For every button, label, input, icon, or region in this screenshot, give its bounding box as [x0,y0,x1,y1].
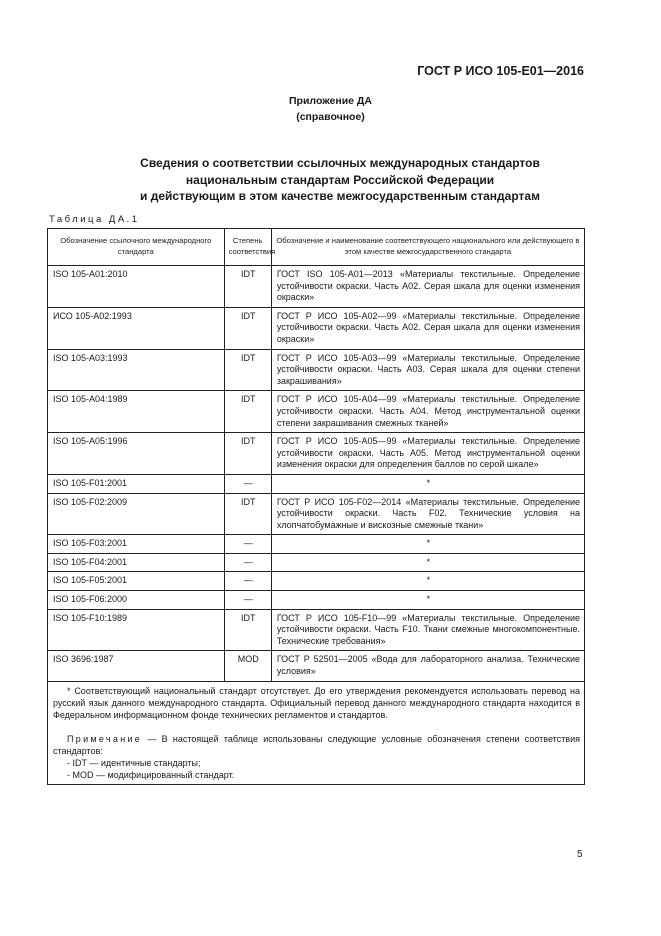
degree-cell: IDT [224,307,271,349]
national-standard-cell: * [271,591,584,610]
table-row [48,572,585,591]
national-standard-cell: * [271,535,584,554]
heading-line: Сведения о соответствии ссылочных международных стандартов [140,156,540,170]
note-item: - IDT — идентичные стандарты; [67,757,201,768]
column-header-reference: Обозначение ссылочного международного стандарта [48,229,225,266]
degree-cell: — [224,572,271,591]
national-standard-cell: * [271,474,584,493]
table-label-text: Таблица ДА.1 [49,214,140,225]
degree-cell: IDT [224,391,271,433]
reference-cell: ISO 105-A01:2010 [48,266,225,308]
reference-cell: ISO 3696:1987 [48,651,225,681]
national-standard-cell: ГОСТ Р ИСО 105-A05—99 «Материалы текстильные. Определение устойчивости окраски. Часть A05. Метод инструментальной оценки изменения окраски для определения баллов по серой шкале» [271,433,584,475]
reference-cell: ISO 105-A03:1993 [48,349,225,391]
table-row [48,474,585,493]
national-standard-cell: ГОСТ Р ИСО 105-F02—2014 «Материалы текстильные. Определение устойчивости окраски. Часть F02. Технические условия на хлопчатобумажные и вискозные смежные ткани» [271,493,584,535]
footnote: * Соответствующий национальный стандарт отсутствует. До его утверждения рекомендуется использовать перевод на русский язык данного международного стандарта. Официальный перевод данного международного стандарта находится в Федеральном информационном фонде технических регламентов и стандартов. [53,685,580,720]
reference-cell: ISO 105-F05:2001 [48,572,225,591]
heading-line: национальным стандартам Российской Федерации [185,172,495,187]
national-standard-cell: ГОСТ Р ИСО 105-A03—99 «Материалы текстильные. Определение устойчивости окраски. Часть A03. Серая шкала для оценки степени закрашивания» [271,349,584,391]
table-row [48,433,585,475]
table-row [48,591,585,610]
appendix-subtitle: (справочное) [296,111,365,123]
reference-cell: ISO 105-F06:2000 [48,591,225,610]
document-code: ГОСТ Р ИСО 105-Е01—2016 [417,64,584,78]
national-standard-cell: * [271,553,584,572]
table-label [49,214,140,225]
table-row [48,391,585,433]
page-number: 5 [577,849,583,860]
degree-cell: IDT [224,349,271,391]
degree-cell: IDT [224,266,271,308]
note-text: — В настоящей таблице использованы следующие условные обозначения степени соответствия стандартов: [53,733,580,756]
heading-line: и действующим в этом качестве межгосударственным стандартам [140,189,540,203]
reference-cell: ISO 105-F03:2001 [48,535,225,554]
degree-cell: — [224,591,271,610]
degree-cell: IDT [224,433,271,475]
national-standard-cell: ГОСТ ISO 105-A01—2013 «Материалы текстильные. Определение устойчивости окраски. Часть A02. Серая шкала для оценки изменения окраски» [271,266,584,308]
note-item: - MOD — модифицированный стандарт. [67,769,235,780]
table-header-row [48,229,585,266]
table-row [48,553,585,572]
reference-cell: ISO 105-A05:1996 [48,433,225,475]
reference-cell: ISO 105-F10:1989 [48,609,225,651]
column-header-degree: Степень соответствия [224,229,271,266]
table-row [48,307,585,349]
national-standard-cell: ГОСТ Р ИСО 105-A04—99 «Материалы текстильные. Определение устойчивости окраски. Часть A04. Метод инструментальной оценки степени закрашивания смежных тканей» [271,391,584,433]
appendix-title: Приложение ДА [289,95,372,107]
reference-cell: ISO 105-F02:2009 [48,493,225,535]
degree-cell: IDT [224,493,271,535]
national-standard-cell: ГОСТ Р ИСО 105-F10—99 «Материалы текстильные. Определение устойчивости окраски. Часть F10. Ткани смежные многокомпонентные. Технические требования» [271,609,584,651]
correspondence-table [47,228,585,785]
table-row [48,266,585,308]
table-footer-row [48,681,585,784]
degree-cell: IDT [224,609,271,651]
table-row [48,609,585,651]
reference-cell: ISO 105-F04:2001 [48,553,225,572]
degree-cell: — [224,535,271,554]
national-standard-cell: ГОСТ Р ИСО 105-A02—99 «Материалы текстильные. Определение устойчивости окраски. Часть A02. Серая шкала для оценки изменения окраски» [271,307,584,349]
national-standard-cell: ГОСТ Р 52501—2005 «Вода для лабораторного анализа. Технические условия» [271,651,584,681]
reference-cell: ISO 105-F01:2001 [48,474,225,493]
table-row [48,349,585,391]
reference-cell: ISO 105-A04:1989 [48,391,225,433]
note [53,733,580,757]
section-heading [60,155,620,205]
table-row [48,651,585,681]
column-header-national-standard: Обозначение и наименование соответствующего национального или действующего в этом качестве межгосударственного стандарта [271,229,584,266]
national-standard-cell: * [271,572,584,591]
degree-cell: MOD [224,651,271,681]
table-footer [48,681,585,784]
degree-cell: — [224,474,271,493]
table-row [48,535,585,554]
degree-cell: — [224,553,271,572]
reference-cell: ИСО 105-A02:1993 [48,307,225,349]
note-prefix: Примечание [67,733,143,744]
table-row [48,493,585,535]
